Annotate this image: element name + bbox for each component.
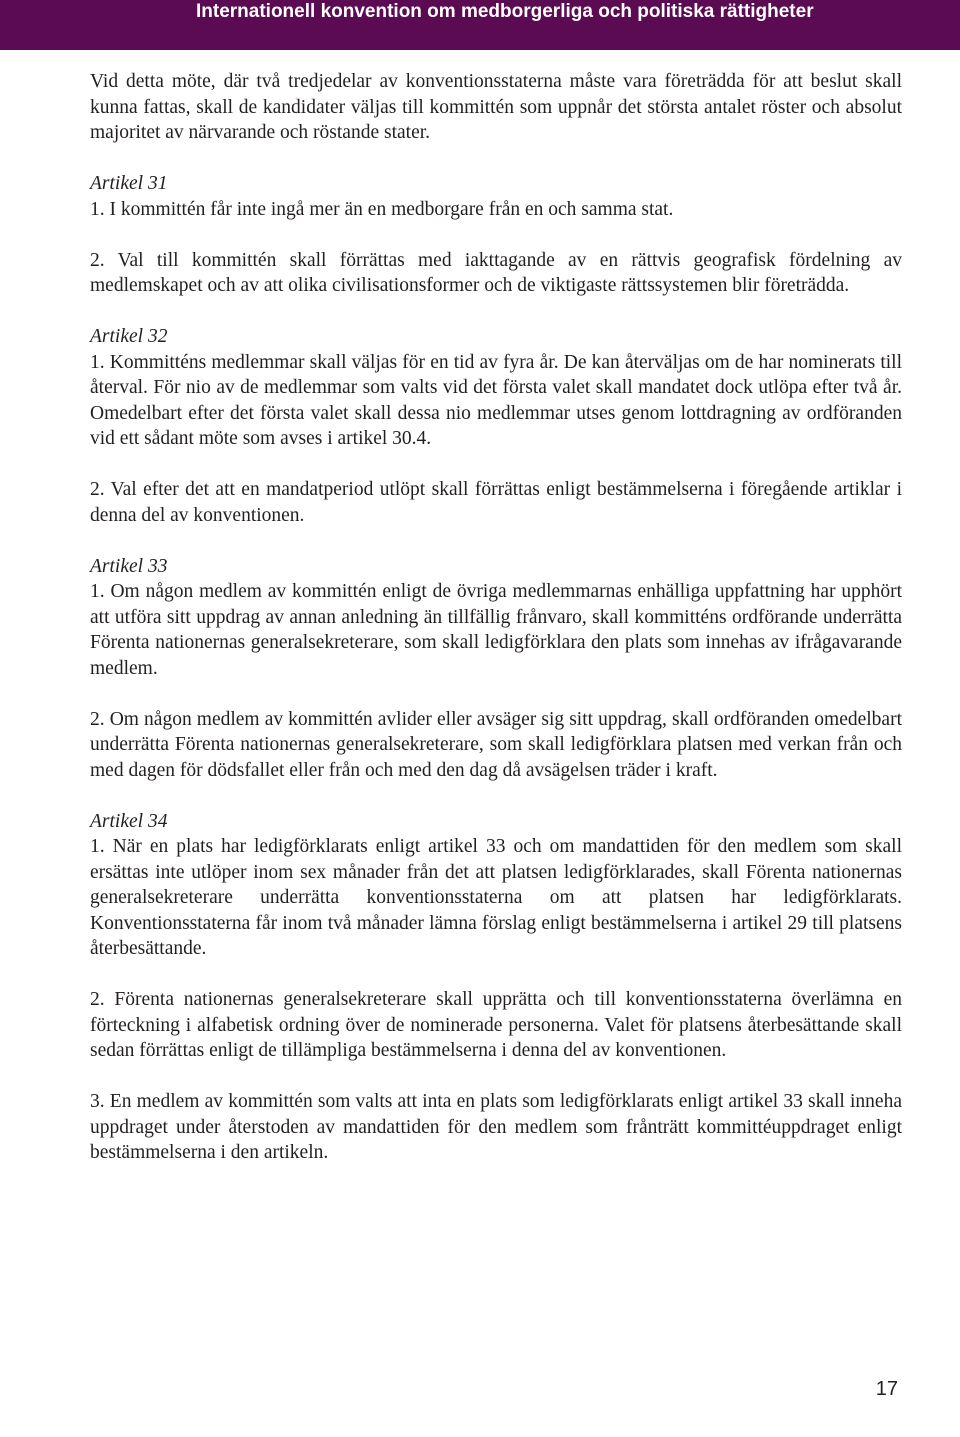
article-32: [90, 324, 902, 528]
document-title: Internationell konvention om medborgerliga och politiska rättigheter: [196, 1, 814, 22]
article-heading: Artikel 34: [90, 810, 168, 832]
page-number: 17: [875, 1378, 898, 1400]
article-heading: Artikel 32: [90, 326, 168, 347]
article-paragraph: 1. När en plats har ledigförklarats enligt artikel 33 och om mandattiden för den medlem som skall ersättas inte utlöper inom sex månader från det att platsen ledigförklarades, skall Förenta nationernas generalsekreterare underrätta konventionsstaterna om att platsen har ledigförklarats. Konventionsstaterna får inom två månader lämna förslag enligt bestämmelserna i artikel 29 till platsens återbesättande.: [90, 836, 902, 959]
document-body: [90, 69, 902, 1166]
article-paragraph: 2. Val efter det att en mandatperiod utlöpt skall förrättas enligt bestämmelserna i föregående artiklar i denna del av konventionen.: [90, 479, 902, 526]
article-paragraph: 2. Förenta nationernas generalsekreterare skall upprätta och till konventionsstaterna överlämna en förteckning i alfabetisk ordning över de nominerade personerna. Valet för platsens återbesättande skall sedan förrättas enligt de tillämpliga bestämmelserna i denna del av konventionen.: [90, 989, 902, 1061]
article-paragraph: 1. I kommittén får inte ingå mer än en medborgare från en och samma stat.: [90, 198, 674, 220]
article-34: [90, 809, 902, 1166]
article-paragraph: 1. Kommitténs medlemmar skall väljas för en tid av fyra år. De kan återväljas om de har nominerats till återval. För nio av de medlemmar som valts vid det första valet skall mandatet dock utlöpa efter två år. Omedelbart efter det första valet skall dessa nio medlemmar utses genom lottdragning av ordföranden vid ett sådant möte som avses i artikel 30.4.: [90, 351, 902, 449]
article-paragraph: 3. En medlem av kommittén som valts att inta en plats som ledigförklarats enligt artikel 33 skall inneha uppdraget under återstoden av mandattiden för den medlem som frånträtt kommittéuppdraget enligt bestämmelserna i den artikeln.: [90, 1091, 902, 1163]
article-heading: Artikel 31: [90, 173, 168, 194]
article-heading: Artikel 33: [90, 555, 168, 577]
article-paragraph: 2. Om någon medlem av kommittén avlider eller avsäger sig sitt uppdrag, skall ordföranden omedelbart underrätta Förenta nationernas generalsekreterare, som skall ledigförklara platsen med verkan från och med dagen för dödsfallet eller från och med den dag då avsägelsen träder i kraft.: [90, 708, 902, 781]
header-bar: [0, 0, 960, 50]
article-paragraph: 1. Om någon medlem av kommittén enligt de övriga medlemmarnas enhälliga uppfattning har upphört att utföra sitt uppdrag av annan anledning än tillfällig frånvaro, skall kommitténs ordförande underrätta Förenta nationernas generalsekreterare, som skall ledigförklara den plats som innehas av ifrågavarande medlem.: [90, 581, 902, 679]
article-33: [90, 554, 902, 784]
article-paragraph: 2. Val till kommittén skall förrättas med iakttagande av en rättvis geografisk fördelning av medlemskapet och av att olika civilisationsformer och de viktigaste rättssystemen blir företrädda.: [90, 249, 902, 296]
article-31: [90, 171, 902, 299]
intro-paragraph: Vid detta möte, där två tredjedelar av konventionsstaterna måste vara företrädda för att beslut skall kunna fattas, skall de kandidater väljas till kommittén som uppnår det största antalet röster och absolut majoritet av närvarande och röstande stater.: [90, 71, 902, 143]
